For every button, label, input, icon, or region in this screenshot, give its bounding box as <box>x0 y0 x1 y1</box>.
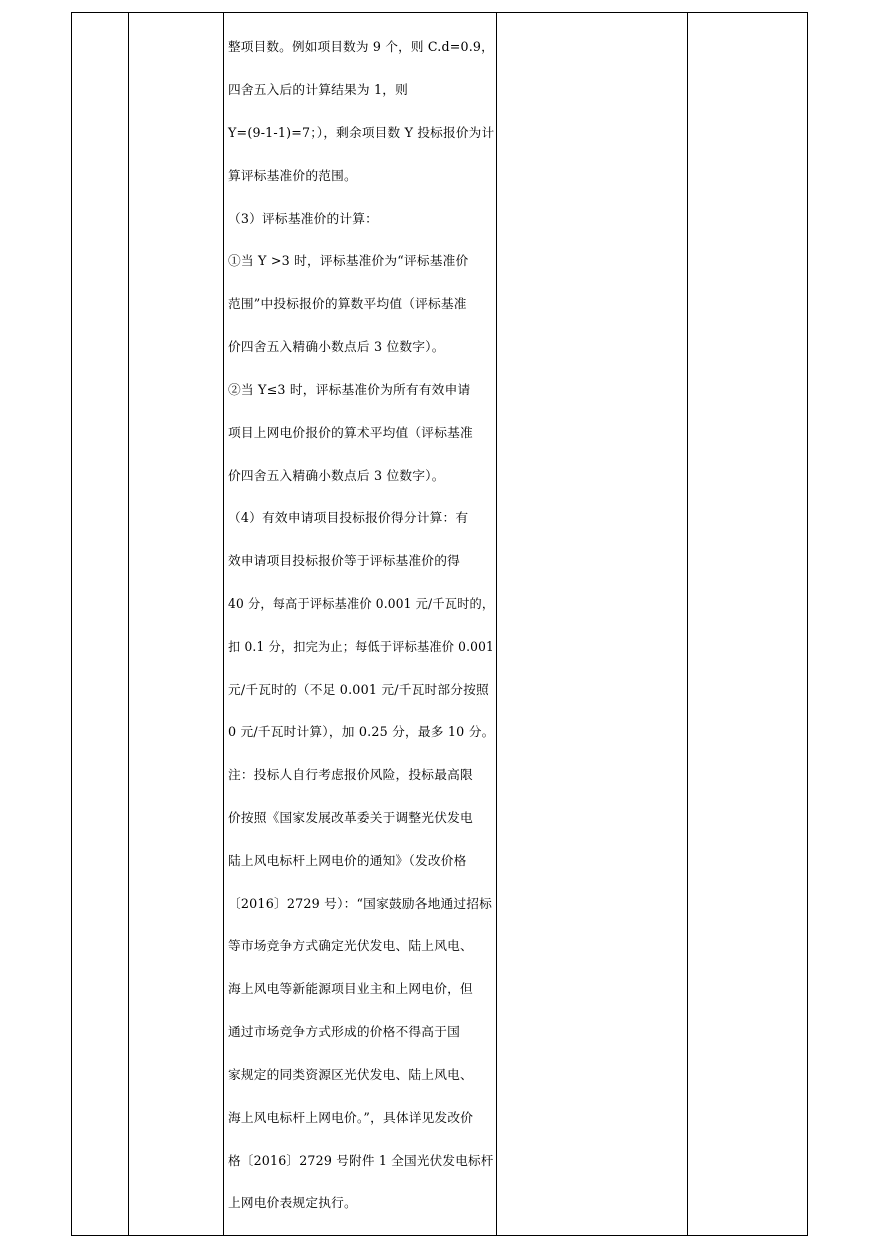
criteria-line: 四舍五入后的计算结果为 1，则 <box>228 82 409 98</box>
criteria-line: （4）有效申请项目投标报价得分计算：有 <box>228 510 469 526</box>
criteria-line: 元/千瓦时的（不足 0.001 元/千瓦时部分按照 <box>228 681 489 697</box>
table-row <box>72 13 808 1236</box>
criteria-line: 范围”中投标报价的算数平均值（评标基准 <box>228 296 467 312</box>
criteria-line: 价四舍五入精确小数点后 3 位数字）。 <box>228 467 445 483</box>
criteria-line: 〔2016〕2729 号）：“国家鼓励各地通过招标 <box>228 895 493 911</box>
criteria-line: 海上风电等新能源项目业主和上网电价，但 <box>228 981 473 997</box>
criteria-line: 上网电价表规定执行。 <box>228 1195 357 1211</box>
criteria-line: 注：投标人自行考虑报价风险，投标最高限 <box>228 767 473 783</box>
criteria-line: Y=(9-1-1)=7；），剩余项目数 Y 投标报价为计 <box>228 125 495 141</box>
criteria-line: 效申请项目投标报价等于评标基准价的得 <box>228 553 460 569</box>
criteria-line: 扣 0.1 分，扣完为止；每低于评标基准价 0.001 <box>228 638 494 654</box>
criteria-line: 陆上风电标杆上网电价的通知》（发改价格 <box>228 852 467 868</box>
criteria-line: 海上风电标杆上网电价。”，具体详见发改价 <box>228 1109 474 1125</box>
criteria-line: 价按照《国家发展改革委关于调整光伏发电 <box>228 810 473 826</box>
criteria-line: ①当 Y >3 时，评标基准价为“评标基准价 <box>228 253 469 269</box>
criteria-line: 等市场竞争方式确定光伏发电、陆上风电、 <box>228 938 473 954</box>
table-cell-criteria <box>224 13 497 1236</box>
criteria-line: 40 分，每高于评标基准价 0.001 元/千瓦时的， <box>228 595 495 611</box>
criteria-line: 项目上网电价报价的算术平均值（评标基准 <box>228 424 473 440</box>
criteria-line: 0 元/千瓦时计算），加 0.25 分，最多 10 分。 <box>228 724 495 740</box>
criteria-line: 算评标基准价的范围。 <box>228 167 357 183</box>
criteria-text <box>224 13 496 1235</box>
scoring-table <box>71 12 808 1236</box>
criteria-line: 家规定的同类资源区光伏发电、陆上风电、 <box>228 1066 473 1082</box>
criteria-line: 价四舍五入精确小数点后 3 位数字）。 <box>228 339 445 355</box>
table-cell-col2 <box>129 13 224 1236</box>
criteria-line: ②当 Y≤3 时，评标基准价为所有有效申请 <box>228 381 471 397</box>
criteria-line: 通过市场竞争方式形成的价格不得高于国 <box>228 1024 460 1040</box>
criteria-line: 整项目数。例如项目数为 9 个，则 C.d=0.9， <box>228 39 494 55</box>
criteria-line: （3）评标基准价的计算： <box>228 210 379 226</box>
criteria-line: 格〔2016〕2729 号附件 1 全国光伏发电标杆 <box>228 1152 494 1168</box>
table-cell-col5 <box>688 13 808 1236</box>
table-cell-col4 <box>497 13 688 1236</box>
table-cell-col1 <box>72 13 129 1236</box>
